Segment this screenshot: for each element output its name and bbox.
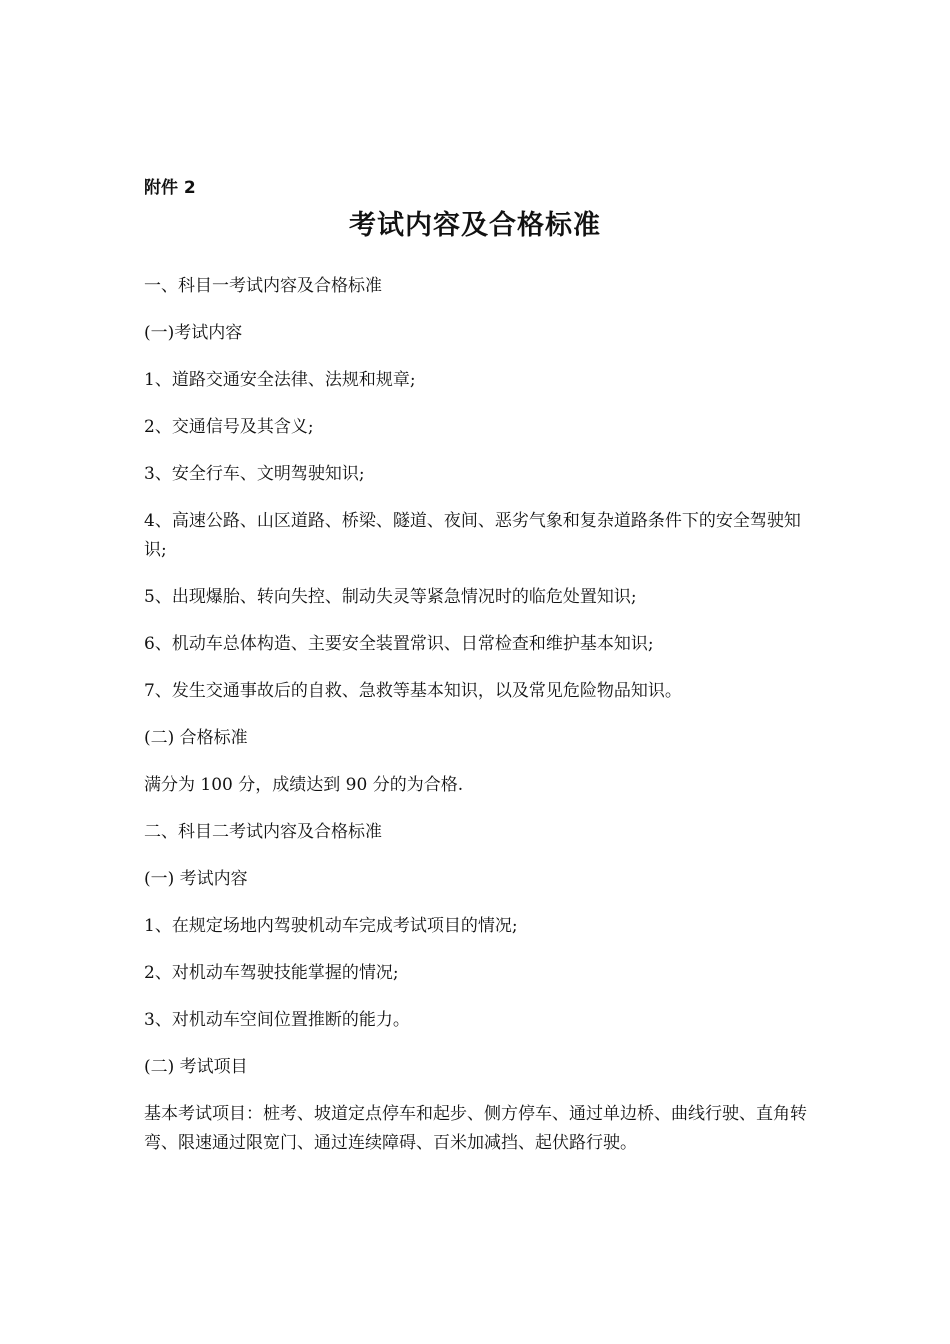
document-title: 考试内容及合格标准 bbox=[349, 210, 601, 241]
subsection-heading-standard: (二) 合格标准 bbox=[144, 728, 248, 748]
list-item: 2、交通信号及其含义; bbox=[144, 417, 314, 437]
list-item: 4、高速公路、山区道路、桥梁、隧道、夜间、恶劣气象和复杂道路条件下的安全驾驶知识; bbox=[144, 511, 801, 560]
attachment-label: 附件 2 bbox=[144, 178, 196, 198]
list-item: 1、道路交通安全法律、法规和规章; bbox=[144, 370, 416, 390]
list-item: 6、机动车总体构造、主要安全装置常识、日常检查和维护基本知识; bbox=[144, 634, 654, 654]
section-heading-subject-one: 一、科目一考试内容及合格标准 bbox=[144, 276, 382, 296]
list-item: 7、发生交通事故后的自救、急救等基本知识，以及常见危险物品知识。 bbox=[144, 681, 682, 701]
passing-standard-text: 满分为 100 分，成绩达到 90 分的为合格. bbox=[144, 775, 464, 795]
section-heading-subject-two: 二、科目二考试内容及合格标准 bbox=[144, 822, 382, 842]
document-body bbox=[144, 272, 814, 1176]
subsection-heading-content: (一) 考试内容 bbox=[144, 869, 248, 889]
subsection-heading-content: (一)考试内容 bbox=[144, 323, 243, 343]
subsection-heading-items: (二) 考试项目 bbox=[144, 1057, 248, 1077]
list-item: 5、出现爆胎、转向失控、制动失灵等紧急情况时的临危处置知识; bbox=[144, 587, 637, 607]
list-item: 3、安全行车、文明驾驶知识; bbox=[144, 464, 365, 484]
list-item: 3、对机动车空间位置推断的能力。 bbox=[144, 1010, 410, 1030]
list-item: 2、对机动车驾驶技能掌握的情况; bbox=[144, 963, 399, 983]
exam-items-text: 基本考试项目：桩考、坡道定点停车和起步、侧方停车、通过单边桥、曲线行驶、直角转弯、限速通过限宽门、通过连续障碍、百米加减挡、起伏路行驶。 bbox=[144, 1104, 807, 1153]
list-item: 1、在规定场地内驾驶机动车完成考试项目的情况; bbox=[144, 916, 518, 936]
